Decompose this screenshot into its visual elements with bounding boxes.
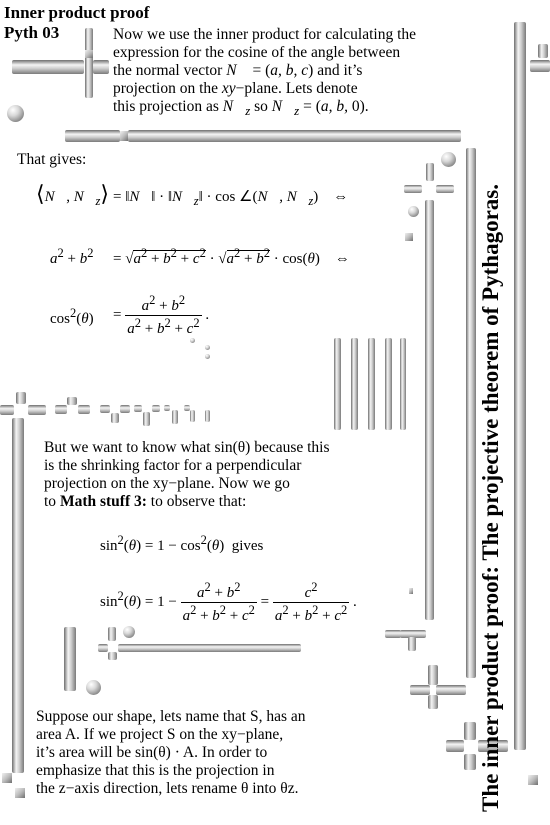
intro-line: this projection as $N⃗_z$ so $N⃗_z = (a$, b, 0). bbox=[113, 98, 369, 119]
metal-bar bbox=[334, 338, 341, 430]
metal-bar bbox=[65, 130, 120, 142]
metal-bar bbox=[425, 200, 434, 620]
metal-ball bbox=[408, 206, 419, 217]
metal-bar bbox=[134, 405, 142, 412]
equation-3-rhs: = $\frac{a^2 + b^2}{a^2 + b^2 + c^2}$ . bbox=[113, 293, 210, 337]
metal-bar bbox=[100, 405, 110, 413]
math-stuff-link[interactable]: Math stuff 3: bbox=[59, 493, 147, 510]
metal-bar bbox=[436, 185, 454, 193]
middle-line: projection on the xy−plane. Now we go bbox=[44, 475, 290, 492]
metal-bar bbox=[152, 405, 160, 412]
metal-bar bbox=[98, 644, 108, 652]
metal-bar bbox=[85, 28, 93, 98]
metal-square bbox=[528, 775, 538, 785]
that-gives-label: That gives: bbox=[17, 151, 87, 168]
metal-bar bbox=[426, 163, 434, 181]
metal-bar bbox=[108, 652, 117, 660]
metal-bar bbox=[436, 685, 466, 695]
intro-line: the normal vector N⃗ = (a, b, c) and it’s bbox=[113, 62, 363, 79]
metal-bar bbox=[143, 412, 150, 426]
middle-line: to Math stuff 3: to observe that: bbox=[44, 493, 247, 510]
metal-bar bbox=[118, 644, 301, 652]
metal-square bbox=[120, 131, 128, 141]
metal-bar bbox=[12, 418, 24, 773]
page-title: Inner product proof bbox=[4, 3, 150, 22]
metal-bar bbox=[428, 695, 438, 709]
equation-1-rhs: = ‖N⃗‖ · $‖N⃗_z‖ \cdot \cos$ ∠(N⃗, $N⃗_z$) ⇔ bbox=[113, 189, 349, 208]
metal-bar bbox=[404, 185, 422, 193]
equation-5: $\sin^2(\theta) = 1$ − $\frac{a^2 + b^2}{a^2 + b^2 + c^2}$ = $\frac{c^2}{a^2 + b^2 + c^2}$ . bbox=[100, 580, 357, 624]
metal-ball bbox=[441, 152, 456, 167]
final-line: the z−axis direction, lets rename θ into θz. bbox=[36, 780, 299, 797]
metal-bar bbox=[111, 413, 119, 423]
metal-square bbox=[85, 50, 93, 58]
metal-bar bbox=[514, 22, 526, 750]
metal-ball bbox=[123, 626, 135, 638]
metal-bar bbox=[184, 405, 190, 411]
metal-bar bbox=[385, 338, 392, 430]
final-line: Suppose our shape, lets name that S, has an bbox=[36, 708, 306, 725]
metal-bar bbox=[408, 637, 416, 651]
metal-bar bbox=[172, 410, 178, 424]
fraction: $\frac{a^2 + b^2}{a^2 + b^2 + c^2}$ bbox=[127, 293, 200, 337]
metal-bar bbox=[64, 627, 76, 691]
metal-bar bbox=[120, 405, 130, 413]
metal-ball bbox=[7, 105, 24, 122]
equation-2-lhs: $a^2 + b^2$ bbox=[50, 246, 94, 267]
intro-line: projection on the xy−plane. Lets denote bbox=[113, 80, 358, 97]
metal-bar bbox=[190, 410, 195, 422]
fraction: $\frac{a^2 + b^2}{a^2 + b^2 + c^2}$ bbox=[182, 580, 255, 624]
equation-3-lhs: $\cos^2(\theta)$ bbox=[50, 306, 94, 327]
metal-square bbox=[409, 588, 413, 594]
metal-bar bbox=[428, 665, 438, 685]
metal-ball bbox=[205, 354, 210, 359]
equation-4: $\sin^2(\theta) = 1 - \cos^2(\theta)$ gives bbox=[100, 533, 264, 554]
final-paragraph bbox=[36, 708, 305, 798]
metal-bar bbox=[108, 627, 116, 641]
equation-1: ⟨N⃗, $N⃗_z⟩$ bbox=[36, 181, 109, 208]
metal-bar bbox=[28, 405, 46, 415]
metal-bar bbox=[538, 44, 548, 58]
metal-bar bbox=[400, 338, 406, 430]
metal-bar bbox=[385, 630, 401, 638]
metal-bar bbox=[530, 60, 550, 72]
final-line: area A. If we project S on the xy−plane, bbox=[36, 726, 284, 743]
intro-line: Now we use the inner product for calculating the bbox=[113, 26, 417, 43]
final-line: emphasize that this is the projection in bbox=[36, 762, 275, 779]
side-title: The inner product proof: The projective theorem of Pythagoras. bbox=[478, 184, 503, 812]
metal-bar bbox=[351, 338, 358, 430]
metal-bar bbox=[12, 60, 84, 74]
metal-bar bbox=[410, 685, 430, 695]
middle-paragraph bbox=[44, 439, 330, 511]
metal-bar bbox=[466, 148, 476, 678]
metal-square bbox=[405, 233, 413, 241]
metal-ball bbox=[205, 345, 210, 350]
metal-ball bbox=[86, 680, 101, 695]
metal-square bbox=[2, 773, 12, 783]
metal-bar bbox=[93, 60, 109, 74]
intro-line: expression for the cosine of the angle between bbox=[113, 44, 401, 61]
metal-bar bbox=[128, 130, 461, 142]
intro-paragraph bbox=[113, 26, 416, 120]
page-subtitle: Pyth 03 bbox=[4, 23, 60, 42]
metal-bar bbox=[78, 405, 90, 414]
final-line: it’s area will be sin(θ) · A. In order to bbox=[36, 744, 268, 761]
metal-bar bbox=[464, 754, 476, 770]
metal-bar bbox=[0, 405, 14, 415]
metal-square bbox=[15, 788, 25, 798]
metal-bar bbox=[67, 397, 77, 405]
middle-line: is the shrinking factor for a perpendicular bbox=[44, 457, 302, 474]
middle-line: But we want to know what sin(θ) because this bbox=[44, 439, 330, 456]
metal-bar bbox=[446, 740, 464, 752]
metal-bar bbox=[55, 405, 67, 414]
metal-bar bbox=[464, 722, 476, 740]
fraction: $\frac{c^2}{a^2 + b^2 + c^2}$ bbox=[274, 580, 348, 624]
equation-2-rhs: = $√a^2 + b^2 + c^2 \cdot √a^2 + b^2 \cdot \cos(\theta)$ ⇔ bbox=[113, 246, 350, 267]
metal-bar bbox=[164, 405, 170, 411]
metal-ball bbox=[190, 338, 195, 343]
metal-bar bbox=[205, 410, 210, 422]
metal-bar bbox=[16, 392, 26, 404]
metal-bar bbox=[368, 338, 375, 430]
